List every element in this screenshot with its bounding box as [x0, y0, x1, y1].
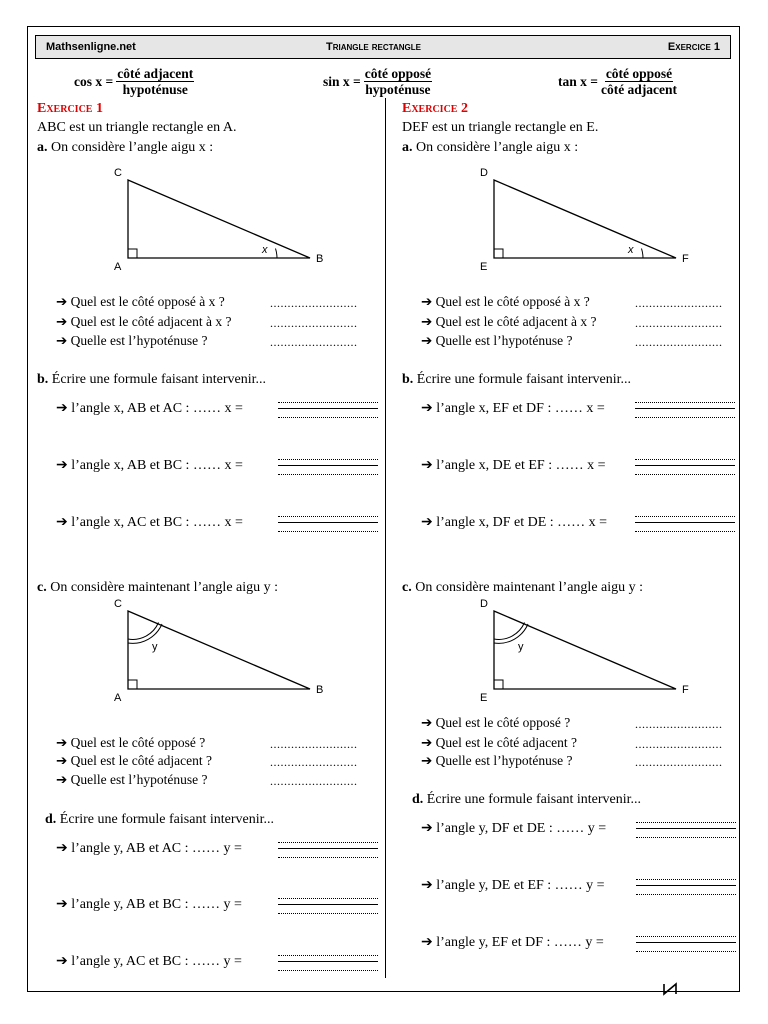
page-title: Triangle rectangle [326, 41, 421, 53]
ex1-d-row-1-blank[interactable] [278, 839, 378, 861]
ex1-qa-2-answer[interactable]: ......................... [270, 316, 358, 330]
ex1-d-label: d. [45, 812, 57, 827]
cos-lhs: cos x = [74, 73, 114, 89]
ex2-d-row-2-blank[interactable] [636, 876, 736, 898]
site-name: Mathsenligne.net [46, 41, 136, 53]
ex1-d-row-3-blank[interactable] [278, 952, 378, 974]
ex1-b-row-3: ➔ l’angle x, AC et BC : …… x = [56, 515, 243, 530]
ex2-qa-1-answer[interactable]: ......................... [635, 296, 723, 310]
ex2-fig2-br: F [682, 684, 689, 696]
ex2-b-label: b. [402, 372, 414, 387]
exercise-label: Exercice 1 [667, 41, 720, 53]
ex1-b-row-2-blank[interactable] [278, 456, 378, 478]
ex2-fig1-br: F [682, 253, 689, 265]
ex1-d [45, 812, 274, 828]
ex2-b-row-2-blank[interactable] [635, 456, 735, 478]
ex2-d-row-3-blank[interactable] [636, 933, 736, 955]
ex2-b-row-3: ➔ l’angle x, DF et DE : …… x = [421, 515, 608, 530]
ex2-qa-3: ➔ Quelle est l’hypoténuse ? [421, 333, 573, 348]
tan-numerator: côté opposé [605, 66, 673, 81]
ex1-qa-1-answer[interactable]: ......................... [270, 296, 358, 310]
ex1-fig1-angle: x [262, 244, 268, 256]
ex2-a [402, 140, 578, 156]
ex1-fig1-br: B [316, 253, 324, 265]
ex2-d-row-1: ➔ l’angle y, DF et DE : …… y = [421, 821, 607, 836]
ex1-c-text: On considère maintenant l’angle aigu y : [50, 580, 279, 595]
ex1-intro: ABC est un triangle rectangle en A. [37, 120, 237, 135]
ex2-fig2-top: D [480, 598, 488, 610]
ex2-a-text: On considère l’angle aigu x : [416, 140, 579, 155]
ex1-b-text: Écrire une formule faisant intervenir... [51, 372, 266, 387]
ex2-qc-1: ➔ Quel est le côté opposé ? [421, 715, 571, 730]
ex1-qc-1: ➔ Quel est le côté opposé ? [56, 735, 206, 750]
ex1-d-text: Écrire une formule faisant intervenir... [59, 812, 274, 827]
cos-denominator: hypoténuse [122, 82, 188, 97]
ex2-b-row-1-blank[interactable] [635, 399, 735, 421]
ex2-fig1-top: D [480, 167, 488, 179]
ex2-qc-3: ➔ Quelle est l’hypoténuse ? [421, 753, 573, 768]
ex1-c-label: c. [37, 580, 47, 595]
ex1-qc-2-answer[interactable]: ......................... [270, 755, 358, 769]
ex1-b [37, 372, 266, 388]
sin-lhs: sin x = [323, 73, 361, 89]
sin-denominator: hypoténuse [365, 82, 431, 97]
ex2-triangle-1 [476, 163, 696, 275]
ex1-fig2-bl: A [114, 692, 122, 704]
ex2-qa-3-answer[interactable]: ......................... [635, 335, 723, 349]
tan-lhs: tan x = [558, 73, 598, 89]
ex2-qc-2-answer[interactable]: ......................... [635, 737, 723, 751]
ex1-b-row-2: ➔ l’angle x, AB et BC : …… x = [56, 458, 243, 473]
ex1-qc-1-answer[interactable]: ......................... [270, 737, 358, 751]
ex2-d [412, 792, 641, 808]
ex1-b-row-1-blank[interactable] [278, 399, 378, 421]
ex2-d-label: d. [412, 792, 424, 807]
ex1-fig2-angle: y [152, 641, 158, 653]
ex2-b-row-2: ➔ l’angle x, DE et EF : …… x = [421, 458, 606, 473]
ex2-d-text: Écrire une formule faisant intervenir... [426, 792, 641, 807]
ex1-title: Exercice 1 [37, 101, 103, 116]
ex1-fig1-bl: A [114, 261, 122, 273]
ex2-title: Exercice 2 [402, 101, 468, 116]
ex1-d-row-3: ➔ l’angle y, AC et BC : …… y = [56, 954, 242, 969]
sin-formula [323, 66, 432, 97]
ex2-qc-2: ➔ Quel est le côté adjacent ? [421, 735, 577, 750]
ex1-qa-3: ➔ Quelle est l’hypoténuse ? [56, 333, 208, 348]
ex1-qa-1: ➔ Quel est le côté opposé à x ? [56, 294, 225, 309]
ex2-qa-2: ➔ Quel est le côté adjacent à x ? [421, 314, 597, 329]
ex2-fig2-bl: E [480, 692, 488, 704]
ex1-qa-2: ➔ Quel est le côté adjacent à x ? [56, 314, 232, 329]
ex2-triangle-2 [476, 594, 696, 706]
ex1-a [37, 140, 213, 156]
ex2-qc-1-answer[interactable]: ......................... [635, 717, 723, 731]
ex1-fig1-top: C [114, 167, 122, 179]
cos-formula [74, 66, 194, 97]
ex1-fig2-br: B [316, 684, 324, 696]
ex1-triangle-1 [110, 163, 330, 275]
ex1-qc-3-answer[interactable]: ......................... [270, 774, 358, 788]
tan-formula [558, 66, 677, 97]
ex2-fig1-angle: x [628, 244, 634, 256]
header-bar [35, 35, 731, 59]
ex2-fig2-angle: y [518, 641, 524, 653]
sin-numerator: côté opposé [364, 66, 432, 81]
ex1-d-row-2-blank[interactable] [278, 895, 378, 917]
ex1-triangle-2 [110, 594, 330, 706]
ex1-qa-3-answer[interactable]: ......................... [270, 335, 358, 349]
ex2-qa-2-answer[interactable]: ......................... [635, 316, 723, 330]
page-corner-mark [660, 980, 684, 996]
ex2-a-label: a. [402, 140, 413, 155]
ex2-b-text: Écrire une formule faisant intervenir... [416, 372, 631, 387]
ex2-qa-1: ➔ Quel est le côté opposé à x ? [421, 294, 590, 309]
ex1-d-row-1: ➔ l’angle y, AB et AC : …… y = [56, 841, 242, 856]
ex1-a-label: a. [37, 140, 48, 155]
ex2-b-row-1: ➔ l’angle x, EF et DF : …… x = [421, 401, 605, 416]
ex2-intro: DEF est un triangle rectangle en E. [402, 120, 599, 135]
ex2-b-row-3-blank[interactable] [635, 513, 735, 535]
ex1-d-row-2: ➔ l’angle y, AB et BC : …… y = [56, 897, 242, 912]
column-divider [385, 98, 386, 978]
ex2-c-text: On considère maintenant l’angle aigu y : [415, 580, 644, 595]
ex2-b [402, 372, 631, 388]
cos-numerator: côté adjacent [117, 66, 194, 81]
ex1-b-row-3-blank[interactable] [278, 513, 378, 535]
ex1-fig2-top: C [114, 598, 122, 610]
ex1-qc-3: ➔ Quelle est l’hypoténuse ? [56, 772, 208, 787]
tan-denominator: côté adjacent [600, 82, 678, 97]
ex2-d-row-2: ➔ l’angle y, DE et EF : …… y = [421, 878, 605, 893]
ex1-qc-2: ➔ Quel est le côté adjacent ? [56, 753, 212, 768]
ex2-d-row-3: ➔ l’angle y, EF et DF : …… y = [421, 935, 604, 950]
ex1-a-text: On considère l’angle aigu x : [51, 140, 214, 155]
ex2-c-label: c. [402, 580, 412, 595]
ex2-fig1-bl: E [480, 261, 488, 273]
ex1-b-label: b. [37, 372, 49, 387]
ex2-qc-3-answer[interactable]: ......................... [635, 755, 723, 769]
ex1-b-row-1: ➔ l’angle x, AB et AC : …… x = [56, 401, 243, 416]
ex2-d-row-1-blank[interactable] [636, 819, 736, 841]
